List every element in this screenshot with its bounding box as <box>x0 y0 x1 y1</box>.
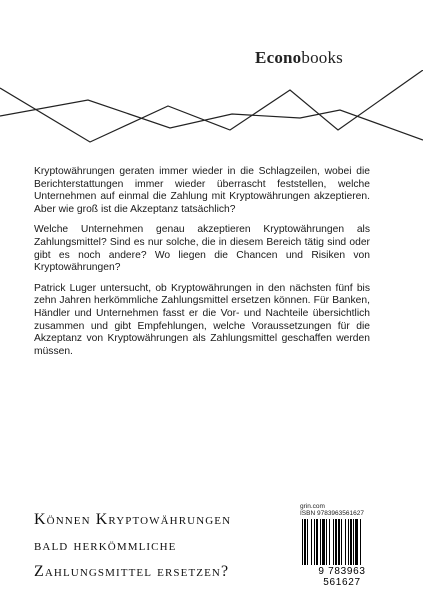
blurb-paragraph: Kryptowährungen geraten immer wieder in die Schlagzeilen, wobei die Berichterstattungen immer wieder überrascht feststellen, welche Unternehmen auf einmal die Zahlung mit Kryptowährungen akzeptieren. Aber wie groß ist die Akzeptanz tatsächlich? <box>34 166 370 215</box>
zigzag-lines-icon <box>0 70 423 160</box>
barcode-digits: 9 783963 561627 <box>318 566 366 588</box>
back-cover-blurb <box>34 166 370 366</box>
book-question-headline <box>34 507 274 585</box>
logo-part-books: books <box>301 48 343 67</box>
publisher-url: grin.com <box>300 503 325 510</box>
publisher-logo <box>255 48 343 68</box>
blurb-paragraph: Patrick Luger untersucht, ob Kryptowährungen in den nächsten fünf bis zehn Jahren herkömmliche Zahlungsmittel ersetzen können. Für Banken, Händler und Unternehmen fasst er die Vor- und Nachteile übersichtlich zusammen und gibt Empfehlungen, welche Voraussetzungen für die Akzeptanz von Kryptowährungen als Zahlungsmittel geschaffen werden müssen. <box>34 282 370 357</box>
headline-line: bald herkömmliche <box>34 537 177 554</box>
logo-part-econo: Econo <box>255 48 302 67</box>
isbn-label: ISBN 9783963561627 <box>300 510 364 517</box>
blurb-paragraph: Welche Unternehmen genau akzeptieren Kryptowährungen als Zahlungsmittel? Sind es nur solche, die in diesem Bereich tätig sind oder gibt es noch andere? Wo liegen die Chancen und Risiken von Kryptowährungen? <box>34 224 370 274</box>
headline-line: Können Kryptowährungen <box>34 511 232 528</box>
barcode-icon <box>300 519 384 565</box>
headline-line: Zahlungsmittel ersetzen? <box>34 563 230 580</box>
